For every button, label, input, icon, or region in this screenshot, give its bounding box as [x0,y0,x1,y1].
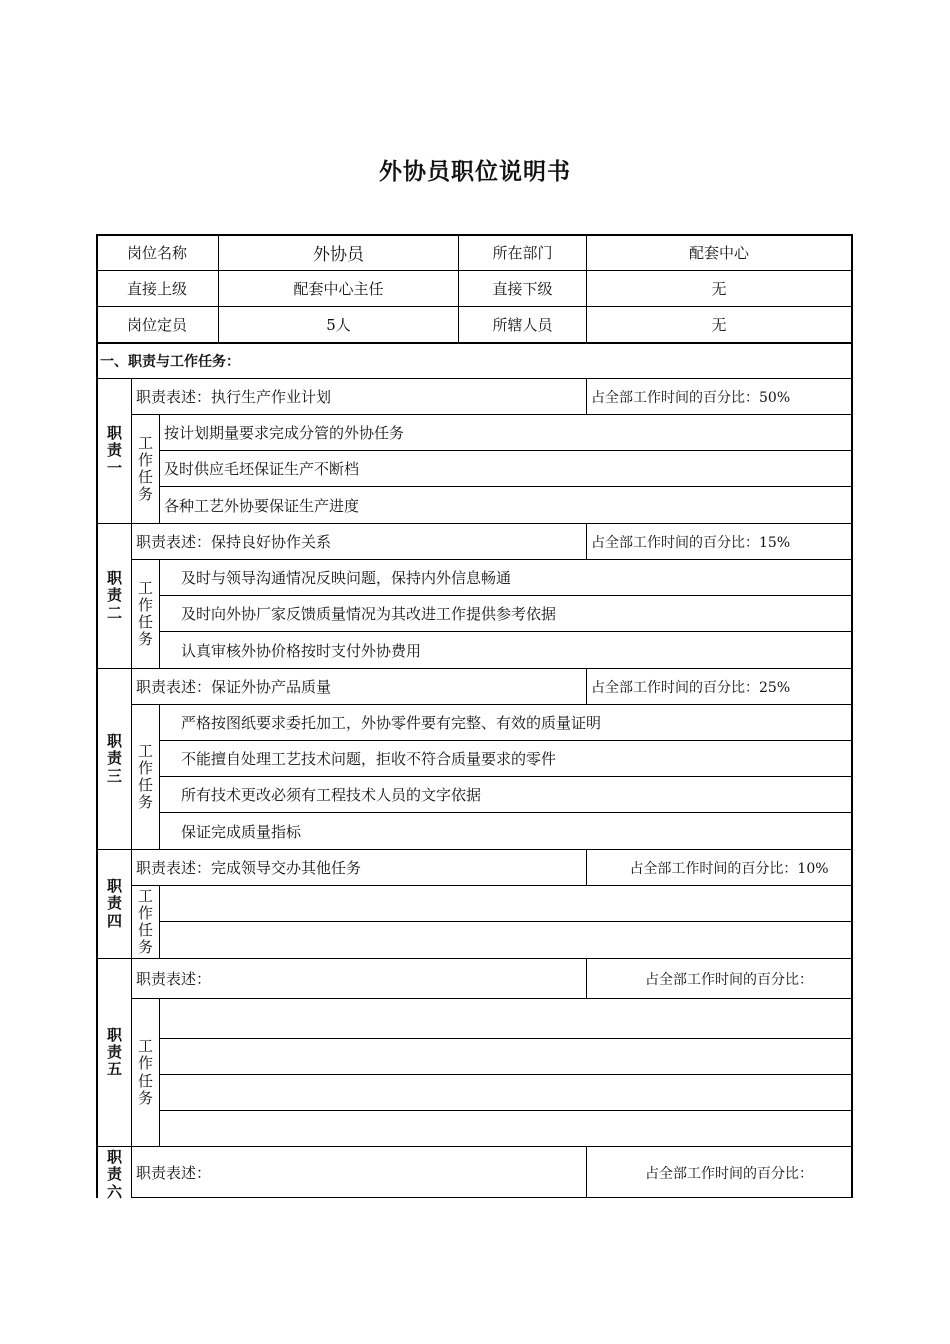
duty-5-label: 职 责 五 [106,1025,122,1079]
duty-3-task: 严格按图纸要求委托加工，外协零件要有完整、有效的质量证明 [181,714,602,732]
duty-1-percent: 占全部工作时间的百分比：50% [591,389,791,406]
label-direct-superior: 直接上级 [126,280,187,298]
duty-3-label: 职 责 三 [106,732,122,785]
duty-1-label: 职 责 一 [106,424,122,477]
duty-2-task: 及时向外协厂家反馈质量情况为其改进工作提供参考依据 [181,605,557,623]
page-title: 外协员职位说明书 [379,159,571,185]
duty-4-label: 职 责 四 [106,877,122,930]
duty-5-task [164,1111,844,1146]
duty-5-task-label: 工 作 任 务 [137,1037,153,1107]
label-direct-subordinate: 直接下级 [492,280,553,298]
duty-4-percent: 占全部工作时间的百分比：10% [629,860,829,877]
duty-3-task: 不能擅自处理工艺技术问题，拒收不符合质量要求的零件 [181,750,557,768]
duty-5-task [164,1039,844,1074]
duty-5-statement: 职责表述： [136,970,212,988]
label-department: 所在部门 [492,244,553,262]
duty-1-task: 按计划期量要求完成分管的外协任务 [164,424,405,442]
value-managed-staff: 无 [711,316,727,334]
duty-1-task: 各种工艺外协要保证生产进度 [164,496,360,515]
label-managed-staff: 所辖人员 [492,316,553,334]
duty-3-task: 所有技术更改必须有工程技术人员的文字依据 [181,786,482,804]
duty-1-task-label: 工 作 任 务 [137,433,153,504]
duty-2-statement: 职责表述：保持良好协作关系 [136,533,332,551]
duty-2-label: 职 责 二 [106,569,122,622]
label-headcount: 岗位定员 [126,316,187,334]
duty-6-statement: 职责表述： [136,1164,212,1182]
duty-5-task [164,999,844,1038]
duty-6-percent: 占全部工作时间的百分比： [645,1165,813,1182]
duty-4-task [164,922,844,958]
duty-5-task [164,1075,844,1110]
duty-1-statement: 职责表述：执行生产作业计划 [136,388,332,406]
value-headcount: 5人 [326,316,351,334]
duty-4-task [164,886,844,921]
duty-4-statement: 职责表述：完成领导交办其他任务 [136,859,362,877]
label-position-name: 岗位名称 [126,244,187,262]
section-title: 一、职责与工作任务： [100,354,240,370]
job-description-table [96,234,853,1201]
value-direct-subordinate: 无 [711,280,727,298]
duty-3-task-label: 工 作 任 务 [137,741,153,812]
duty-3-percent: 占全部工作时间的百分比：25% [591,679,791,696]
duty-2-percent: 占全部工作时间的百分比：15% [591,534,791,551]
value-department: 配套中心 [688,244,749,262]
duty-1-task: 及时供应毛坯保证生产不断档 [164,460,360,478]
value-position-name: 外协员 [313,245,364,265]
duty-5-percent: 占全部工作时间的百分比： [645,971,813,988]
duty-6-label: 职 责 六 [106,1148,122,1201]
duty-2-task: 及时与领导沟通情况反映问题，保持内外信息畅通 [181,569,512,587]
duty-3-statement: 职责表述：保证外协产品质量 [136,678,332,696]
duty-2-task-label: 工 作 任 务 [137,578,153,649]
duty-3-task: 保证完成质量指标 [181,822,302,841]
value-direct-superior: 配套中心主任 [293,280,384,298]
duty-2-task: 认真审核外协价格按时支付外协费用 [181,641,422,660]
duty-4-task-label: 工 作 任 务 [137,886,153,957]
